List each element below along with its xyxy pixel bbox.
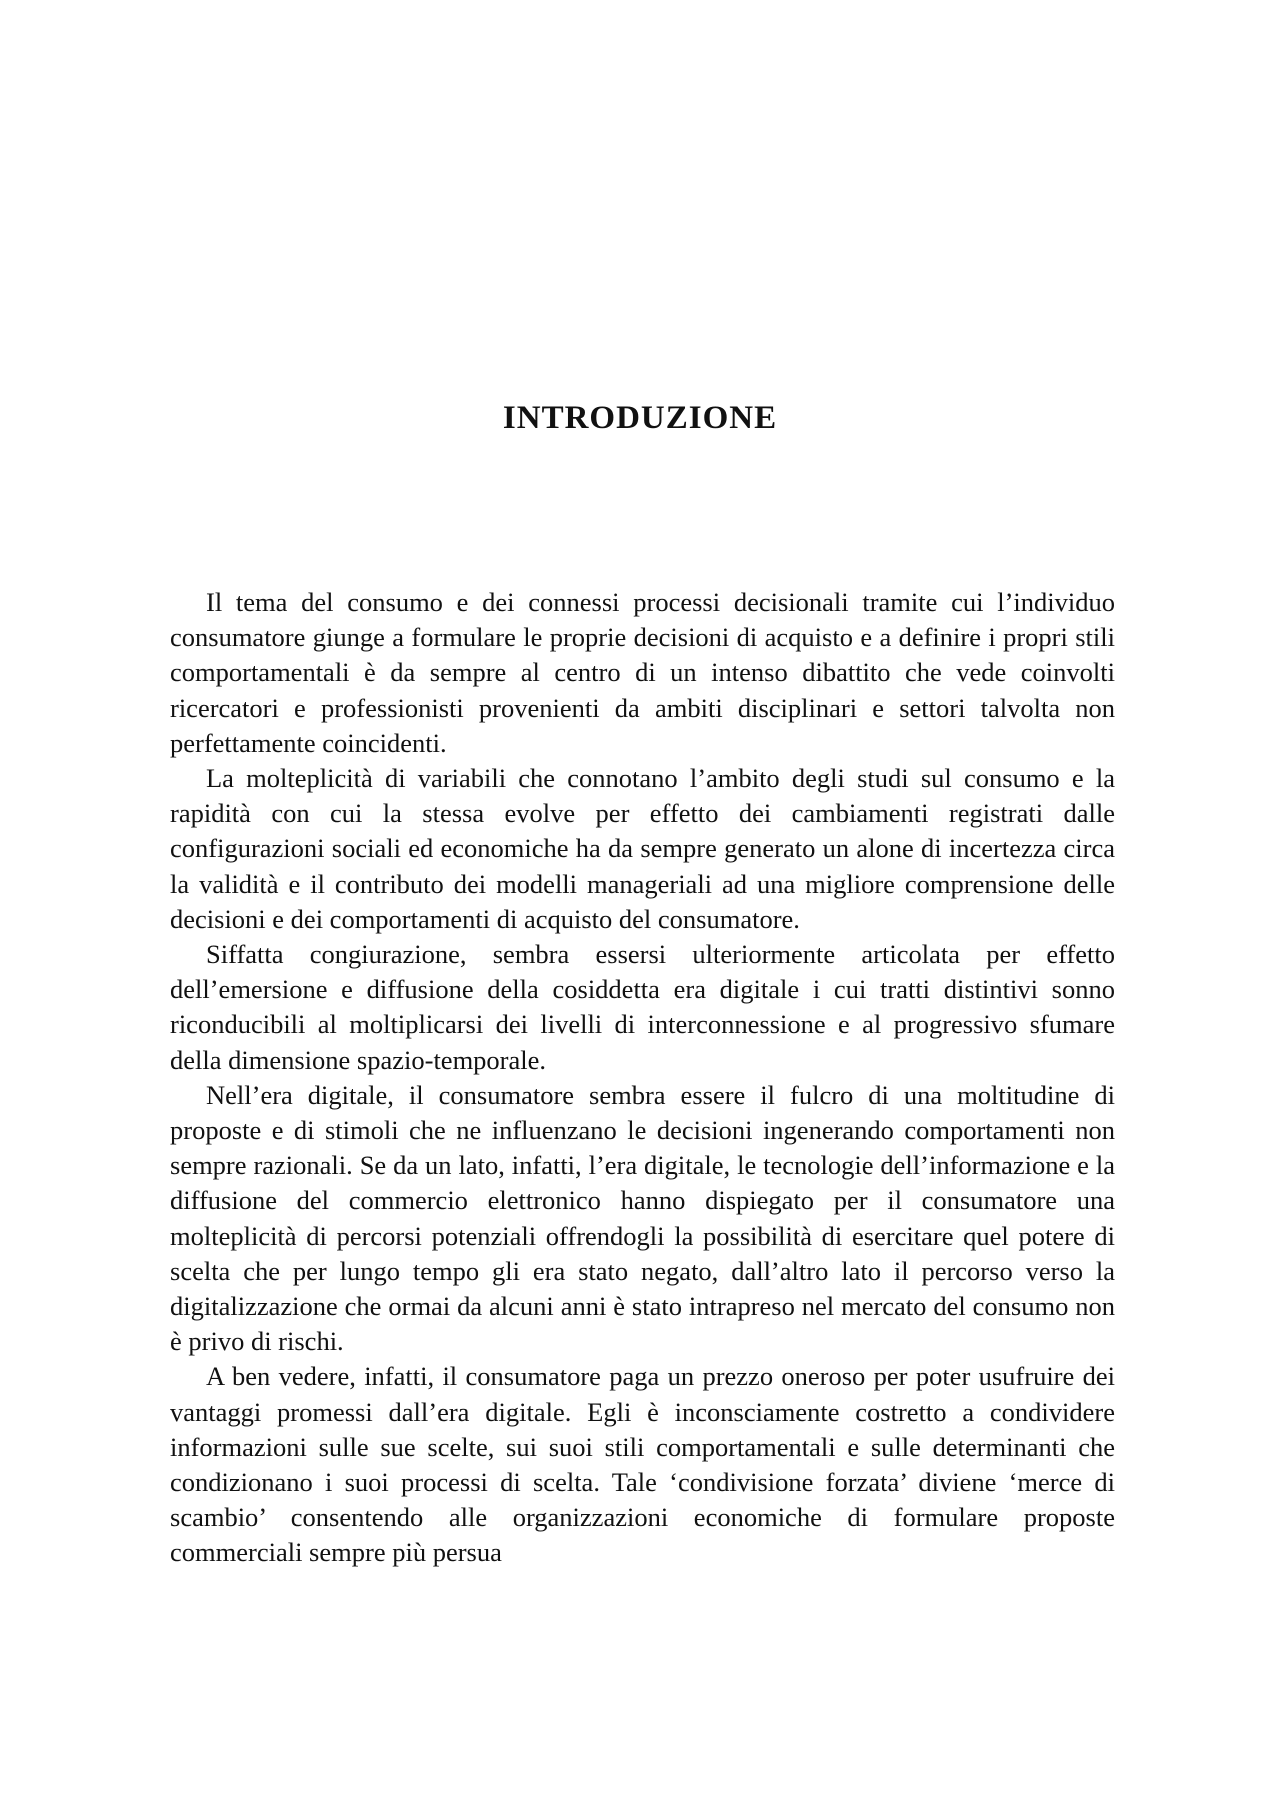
paragraph-3: Siffatta congiurazione, sembra essersi ulteriormente articolata per effetto dell’emersione e diffusione della cosiddetta era digitale i cui tratti distintivi sonno riconducibili al moltiplicarsi dei livelli di interconnessione e al progressivo sfumare della dimensione spazio-temporale. (170, 939, 1115, 1075)
paragraph-1: Il tema del consumo e dei connessi processi decisionali tramite cui l’individuo consumatore giunge a formulare le proprie decisioni di acquisto e a definire i propri stili comportamentali è da sempre al centro di un intenso dibattito che vede coinvolti ricercatori e professionisti provenienti da ambiti disciplinari e settori talvolta non perfettamente coincidenti. (170, 587, 1115, 758)
body-text (170, 585, 1115, 1571)
page-title: INTRODUZIONE (502, 400, 778, 436)
paragraph-4: Nell’era digitale, il consumatore sembra essere il fulcro di una moltitudine di proposte e di stimoli che ne influenzano le decisioni ingenerando comportamenti non sempre razionali. Se da un lato, infatti, l’era digitale, le tecnologie dell’informazione e la diffusione del commercio elettronico hanno dispiegato per il consumatore una molteplicità di percorsi potenziali offrendogli la possibilità di esercitare quel potere di scelta che per lungo tempo gli era stato negato, dall’altro lato il percorso verso la digitalizzazione che ormai da alcuni anni è stato intrapreso nel mercato del consumo non è privo di rischi. (170, 1079, 1115, 1357)
paragraph-2: La molteplicità di variabili che connotano l’ambito degli studi sul consumo e la rapidità con cui la stessa evolve per effetto dei cambiamenti registrati dalle configurazioni sociali ed economiche ha da sempre generato un alone di incertezza circa la validità e il contributo dei modelli manageriali ad una migliore comprensione delle decisioni e dei comportamenti di acquisto del consumatore. (170, 763, 1115, 934)
paragraph-5: A ben vedere, infatti, il consumatore paga un prezzo oneroso per poter usufruire dei vantaggi promessi dall’era digitale. Egli è inconsciamente costretto a condividere informazioni sulle sue scelte, sui suoi stili comportamentali e sulle determinanti che condizionano i suoi processi di scelta. Tale ‘condivisione forzata’ diviene ‘merce di scambio’ consentendo alle organizzazioni economiche di formulare proposte commerciali sempre più persua (170, 1361, 1115, 1568)
